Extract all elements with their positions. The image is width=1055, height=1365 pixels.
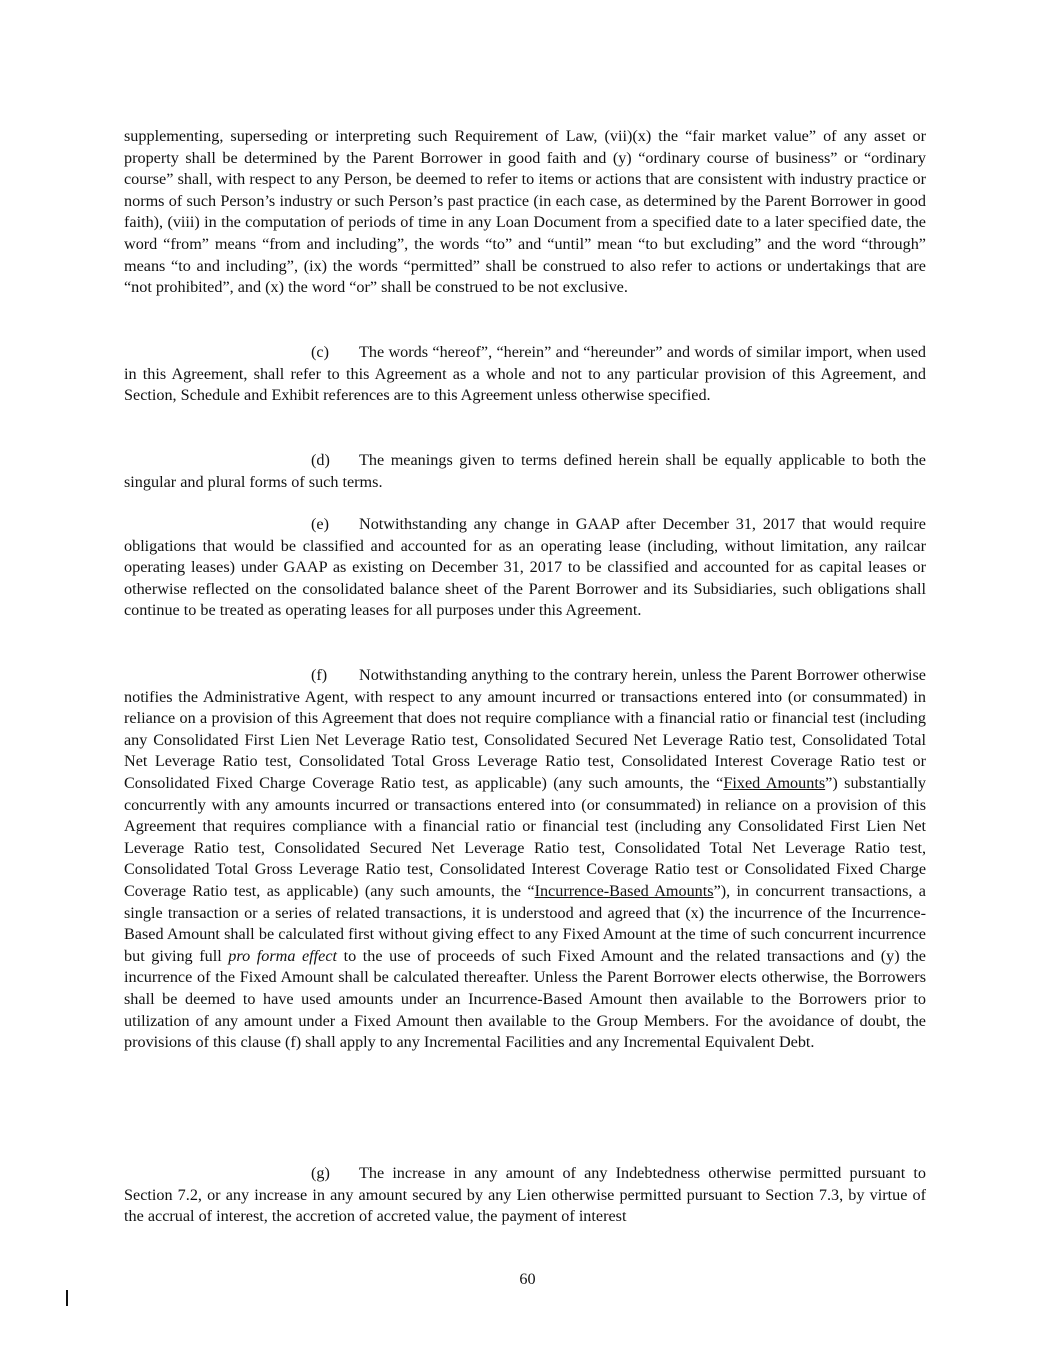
paragraph-e-text: Notwithstanding any change in GAAP after December 31, 2017 that would require obligations that would be classified and accounted for as an operating lease (including, without limitation, any railcar operating leases) under GAAP as existing on December 31, 2017 to be classified and accounted for as capital leases or otherwise reflected on the consolidated balance sheet of the Parent Borrower and its Subsidiaries, such obligations shall continue to be treated as operating leases for all purposes under this Agreement.	[124, 515, 926, 620]
paragraph-f-text-3: ”), in concurrent transactions, a single transaction or a series of related transactions, it is understood and agreed that (x) the incurrence of the Incurrence-Based Amount shall be calculated first without giving effect to any Fixed Amount at the time of such concurrent incurrence but giving full	[124, 881, 926, 965]
paragraph-c	[124, 342, 926, 407]
revision-change-bar	[66, 1290, 68, 1306]
paragraph-d-text: The meanings given to terms defined herein shall be equally applicable to both the singular and plural forms of such terms.	[124, 451, 926, 491]
paragraph-f-text-4: to the use of proceeds of such Fixed Amount and the related transactions and (y) the incurrence of the Fixed Amount shall be calculated thereafter. Unless the Parent Borrower elects otherwise, the Borrowers shall be deemed to have used amounts under an Incurrence-Based Amount then available to the Borrowers prior to utilization of any amount under a Fixed Amount then available to the Group Members. For the avoidance of doubt, the provisions of this clause (f) shall apply to any Incremental Facilities and any Incremental Equivalent Debt.	[124, 946, 926, 1052]
italic-pro-forma-effect: pro forma effect	[228, 946, 338, 965]
paragraph-f-text-2: ”) substantially concurrently with any amounts incurred or transactions entered into (or consummated) in reliance on a provision of this Agreement that requires compliance with a financial ratio or financial test (including any Consolidated First Lien Net Leverage Ratio test, Consolidated Secured Net Leverage Ratio test, Consolidated Total Net Leverage Ratio test, Consolidated Total Gross Leverage Ratio test, Consolidated Interest Coverage Ratio test or Consolidated Fixed Charge Coverage Ratio test, as applicable) (any such amounts, the “	[124, 773, 926, 900]
paragraph-g	[124, 1163, 926, 1228]
paragraph-d	[124, 450, 926, 493]
paragraph-f-label: (f)	[311, 666, 328, 684]
page-number: 60	[519, 1270, 536, 1288]
paragraph-g-text: The increase in any amount of any Indebtedness otherwise permitted pursuant to Section 7.2, or any increase in any amount secured by any Lien otherwise permitted pursuant to Section 7.3, by virtue of the accrual of interest, the accretion of accreted value, the payment of interest	[124, 1164, 926, 1226]
paragraph-c-text: The words “hereof”, “herein” and “hereunder” and words of similar import, when used in this Agreement, shall refer to this Agreement as a whole and not to any particular provision of this Agreement, and Section, Schedule and Exhibit references are to this Agreement unless otherwise specified.	[124, 343, 926, 405]
continuation-paragraph	[124, 126, 926, 299]
paragraph-c-label: (c)	[311, 343, 329, 361]
continuation-text: supplementing, superseding or interpreting such Requirement of Law, (vii)(x) the “fair market value” of any asset or property shall be determined by the Parent Borrower in good faith and (y) “ordinary course of business” or “ordinary course” shall, with respect to any Person, be deemed to refer to items or actions that are consistent with industry practice or norms of such Person’s industry or such Person’s past practice (in each case, as determined by the Parent Borrower in good faith), (viii) in the computation of periods of time in any Loan Document from a specified date to a later specified date, the word “from” means “from and including”, the words “to” and “until” mean “to but excluding” and the word “through” means “to and including”, (ix) the words “permitted” shall be construed to also refer to actions or undertakings that are “not prohibited”, and (x) the word “or” shall be construed to be not exclusive.	[124, 127, 926, 297]
paragraph-e-label: (e)	[311, 515, 329, 533]
paragraph-d-label: (d)	[311, 451, 330, 469]
paragraph-f	[124, 665, 926, 1054]
defined-term-incurrence-based-amounts: Incurrence-Based Amounts	[534, 881, 714, 900]
paragraph-g-label: (g)	[311, 1164, 330, 1182]
paragraph-e	[124, 514, 926, 622]
paragraph-f-text-1: Notwithstanding anything to the contrary herein, unless the Parent Borrower otherwise notifies the Administrative Agent, with respect to any amount incurred or transactions entered into (or consummated) in reliance on a provision of this Agreement that does not require compliance with a financial ratio or financial test (including any Consolidated First Lien Net Leverage Ratio test, Consolidated Secured Net Leverage Ratio test, Consolidated Total Net Leverage Ratio test, Consolidated Total Gross Leverage Ratio test, Consolidated Interest Coverage Ratio test or Consolidated Fixed Charge Coverage Ratio test, as applicable) (any such amounts, the “	[124, 666, 926, 792]
defined-term-fixed-amounts: Fixed Amounts	[723, 773, 826, 792]
